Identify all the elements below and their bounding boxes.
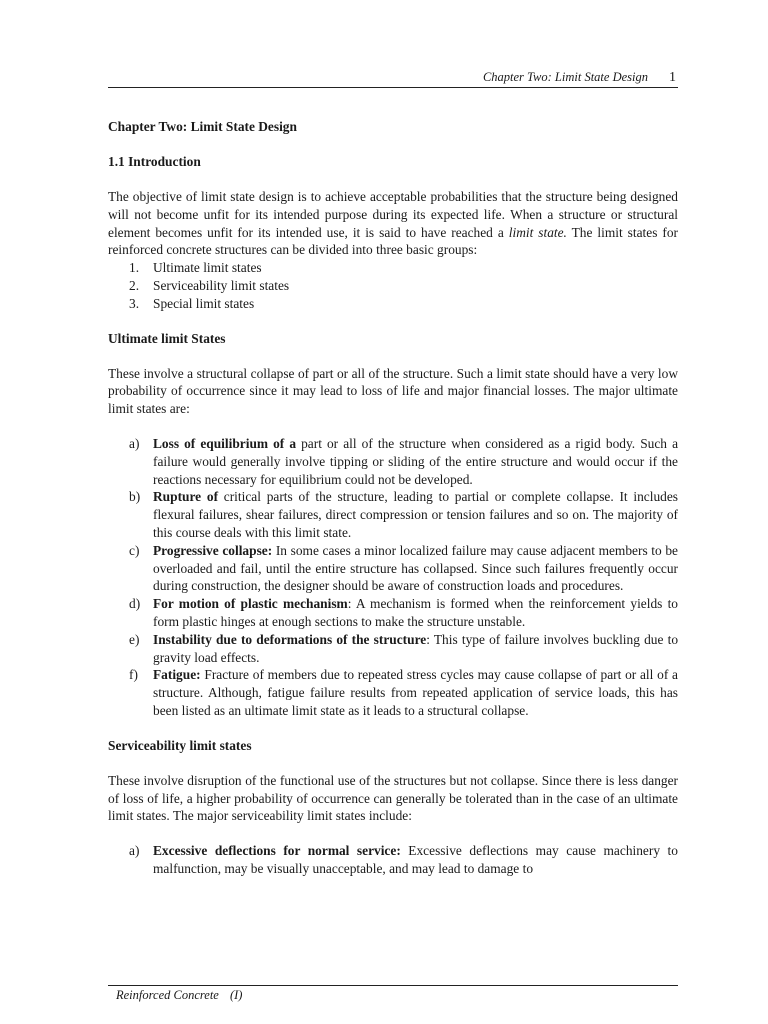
item-term: Rupture of — [153, 489, 219, 505]
list-marker: e) — [129, 631, 140, 647]
item-term: Instability due to deformations of the structure — [153, 631, 427, 647]
intro-paragraph — [108, 188, 678, 259]
page-number: 1 — [669, 70, 676, 85]
item-text: : This type of failure involves buckling due to gravity load effects. — [153, 631, 679, 665]
list-item — [108, 277, 678, 295]
list-item — [108, 666, 678, 719]
list-item — [108, 295, 678, 313]
list-marker: b) — [129, 489, 141, 505]
list-marker: 3. — [129, 295, 140, 311]
list-marker: a) — [129, 843, 140, 859]
serviceability-limit-states-list — [108, 842, 678, 878]
list-item — [108, 488, 678, 541]
list-marker: 2. — [129, 277, 140, 293]
page-body — [108, 118, 678, 895]
list-item-text: Ultimate limit states — [153, 260, 262, 276]
section-heading-introduction: 1.1 Introduction — [108, 154, 201, 169]
list-item — [108, 842, 678, 878]
list-item — [108, 259, 678, 277]
section-heading-serviceability: Serviceability limit states — [108, 737, 252, 753]
header-title: Chapter Two: Limit State Design — [482, 70, 648, 84]
item-term: Fatigue: — [153, 667, 201, 683]
list-item — [108, 435, 678, 488]
list-item — [108, 542, 678, 595]
item-text: Excessive deflections may cause machinery to malfunction, may be visually unacceptable, and may lead to damage to — [153, 843, 678, 876]
item-term: Excessive deflections for normal service: — [153, 843, 401, 859]
list-marker: f) — [129, 667, 138, 683]
list-marker: d) — [129, 596, 141, 612]
footer-suffix: (I) — [229, 988, 243, 1002]
item-term: Progressive collapse: — [153, 542, 273, 558]
intro-text-start: The objective of limit state design is to achieve acceptable probabilities that the structure being designed will not become unfit for its intended purpose during its expected life. When a structure or structural element becomes unfit for its intended use, it is said to have reached a — [108, 189, 678, 240]
list-item — [108, 631, 678, 667]
item-text: : A mechanism is formed when the reinforcement yields to form plastic hinges at enough sections to make the structure unstable. — [153, 596, 678, 629]
section-heading-ultimate: Ultimate limit States — [108, 330, 226, 346]
running-footer — [108, 985, 678, 1003]
intro-text-end: The limit states for reinforced concrete structures can be divided into three basic groups: — [108, 224, 678, 258]
list-marker: 1. — [129, 260, 140, 276]
list-marker: c) — [129, 542, 140, 558]
item-term: For motion of plastic mechanism — [153, 596, 348, 612]
ultimate-limit-states-list — [108, 435, 678, 720]
list-marker: a) — [129, 435, 140, 451]
item-text: In some cases a minor localized failure may cause adjacent members to be overloaded and fail, until the entire structure has collapsed. Since such failures frequently occur during construction, the designer should be aware of construction loads and procedures. — [153, 542, 678, 594]
running-header — [108, 70, 678, 88]
item-text: part or all of the structure when considered as a rigid body. Such a failure would generally involve tipping or sliding of the entire structure and would occur if the reactions necessary for equilibrium could not be developed. — [153, 435, 679, 487]
item-text: Fracture of members due to repeated stress cycles may cause collapse of part or all of a structure. Although, fatigue failure results from repeated application of service loads, this has been listed as an ultimate limit state as it leads to a structural collapse. — [153, 667, 678, 718]
chapter-title: Chapter Two: Limit State Design — [108, 119, 297, 134]
limit-state-term: limit state. — [508, 224, 567, 240]
item-term: Loss of equilibrium of a — [153, 435, 297, 451]
list-item — [108, 595, 678, 631]
footer-title: Reinforced Concrete — [116, 988, 219, 1002]
limit-state-groups-list — [108, 259, 678, 312]
list-item-text: Special limit states — [153, 295, 255, 311]
item-text: critical parts of the structure, leading to partial or complete collapse. It includes flexural failures, shear failures, direct compression or tension failures and so on. The majority of this course deals with this limit state. — [153, 489, 678, 540]
list-item-text: Serviceability limit states — [153, 277, 290, 293]
serviceability-paragraph: These involve disruption of the functional use of the structures but not collapse. Since there is less danger of loss of life, a higher probability of occurrence can generally be tolerated than in the case of an ultimate limit states. The major serviceability limit states include: — [108, 772, 678, 824]
ultimate-paragraph: These involve a structural collapse of part or all of the structure. Such a limit state should have a very low probability of occurrence since it may lead to loss of life and major financial losses. The major ultimate limit states are: — [108, 365, 678, 417]
